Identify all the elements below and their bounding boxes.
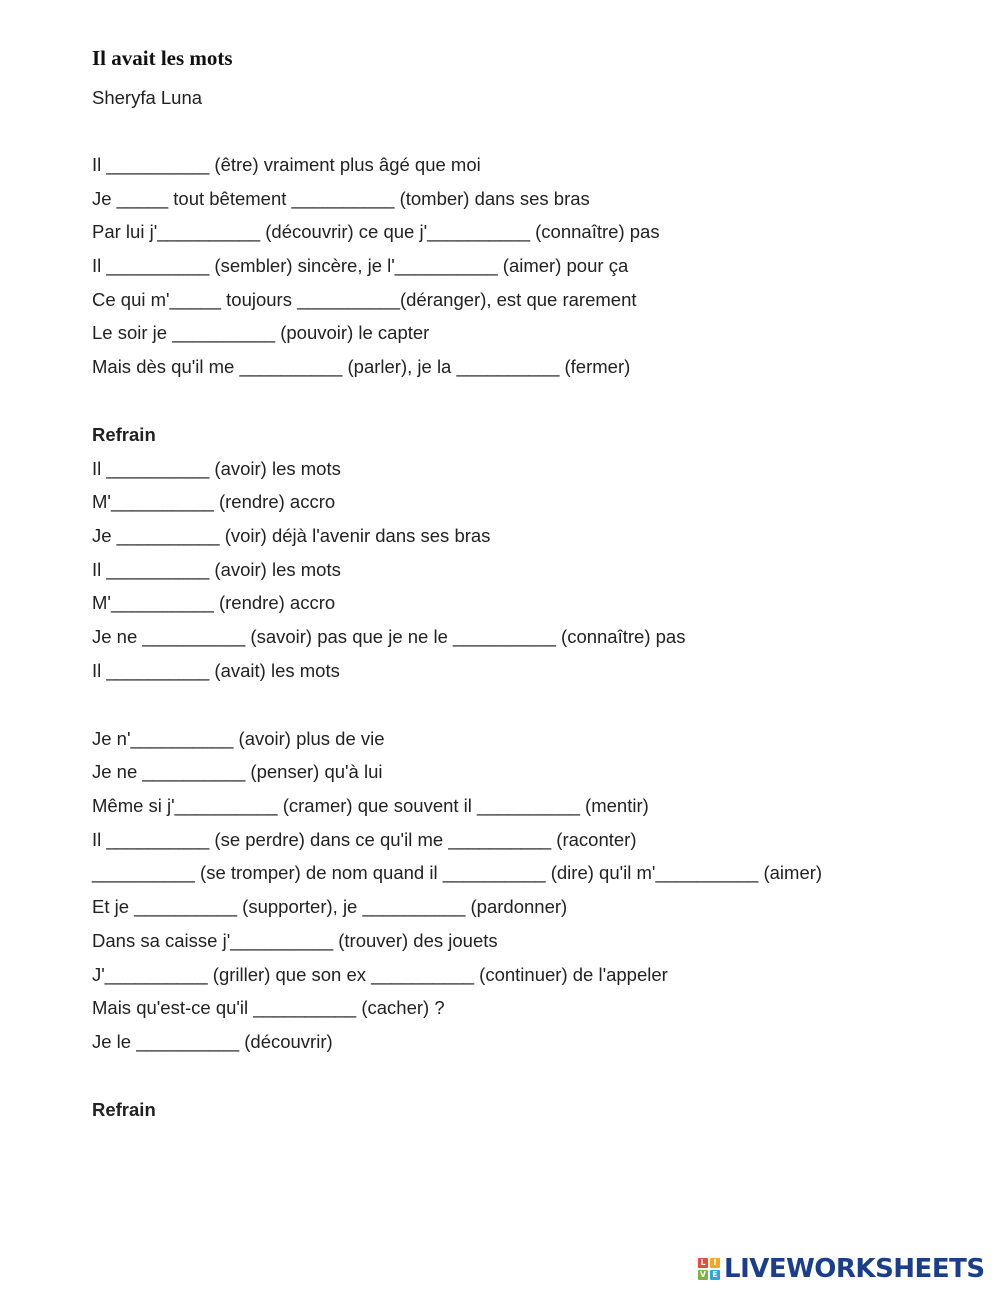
refrain-heading-2: Refrain bbox=[92, 1099, 156, 1120]
verse1-line-5: Ce qui m'_____ toujours __________(déranger), est que rarement bbox=[92, 289, 637, 310]
verse2-line-1: Je n'__________ (avoir) plus de vie bbox=[92, 728, 385, 749]
refrain-line-1: Il __________ (avoir) les mots bbox=[92, 458, 341, 479]
artist-name: Sheryfa Luna bbox=[92, 87, 203, 108]
logo-block-e: E bbox=[710, 1270, 720, 1280]
logo-block-v: V bbox=[699, 1270, 707, 1279]
verse1-line-6: Le soir je __________ (pouvoir) le capter bbox=[92, 322, 430, 343]
verse1-line-1: Il __________ (être) vraiment plus âgé que moi bbox=[92, 154, 481, 175]
logo-text: LIVEWORKSHEETS bbox=[724, 1254, 985, 1284]
verse2-line-9: Mais qu'est-ce qu'il __________ (cacher) ? bbox=[92, 997, 445, 1018]
page-title: Il avait les mots bbox=[92, 46, 233, 70]
verse2-line-7: Dans sa caisse j'__________ (trouver) des jouets bbox=[92, 930, 498, 951]
verse1-line-2: Je _____ tout bêtement __________ (tomber) dans ses bras bbox=[92, 188, 590, 209]
verse1-line-4: Il __________ (sembler) sincère, je l'__________ (aimer) pour ça bbox=[92, 255, 629, 276]
refrain-line-5: M'__________ (rendre) accro bbox=[92, 592, 336, 613]
verse1-line-7: Mais dès qu'il me __________ (parler), je la __________ (fermer) bbox=[92, 356, 631, 377]
verse2-line-5: __________ (se tromper) de nom quand il __________ (dire) qu'il m'__________ (aimer) bbox=[92, 862, 823, 883]
verse2-line-10: Je le __________ (découvrir) bbox=[92, 1031, 333, 1052]
logo-blocks-icon bbox=[698, 1258, 720, 1280]
refrain-heading: Refrain bbox=[92, 424, 156, 445]
refrain-line-6: Je ne __________ (savoir) pas que je ne le __________ (connaître) pas bbox=[92, 626, 686, 647]
verse2-line-3: Même si j'__________ (cramer) que souvent il __________ (mentir) bbox=[92, 795, 649, 816]
refrain-line-4: Il __________ (avoir) les mots bbox=[92, 559, 341, 580]
refrain-line-2: M'__________ (rendre) accro bbox=[92, 491, 336, 512]
verse2-line-6: Et je __________ (supporter), je __________ (pardonner) bbox=[92, 896, 568, 917]
verse2-line-8: J'__________ (griller) que son ex __________ (continuer) de l'appeler bbox=[92, 964, 668, 985]
logo-block-l: L bbox=[698, 1258, 708, 1268]
verse2-line-4: Il __________ (se perdre) dans ce qu'il me __________ (raconter) bbox=[92, 829, 637, 850]
verse2-line-2: Je ne __________ (penser) qu'à lui bbox=[92, 761, 383, 782]
refrain-line-7: Il __________ (avait) les mots bbox=[92, 660, 340, 681]
refrain-line-3: Je __________ (voir) déjà l'avenir dans ses bras bbox=[92, 525, 491, 546]
verse1-line-3: Par lui j'__________ (découvrir) ce que j'__________ (connaître) pas bbox=[92, 221, 660, 242]
logo-block-i: I bbox=[710, 1258, 720, 1268]
liveworksheets-logo bbox=[698, 1253, 985, 1285]
